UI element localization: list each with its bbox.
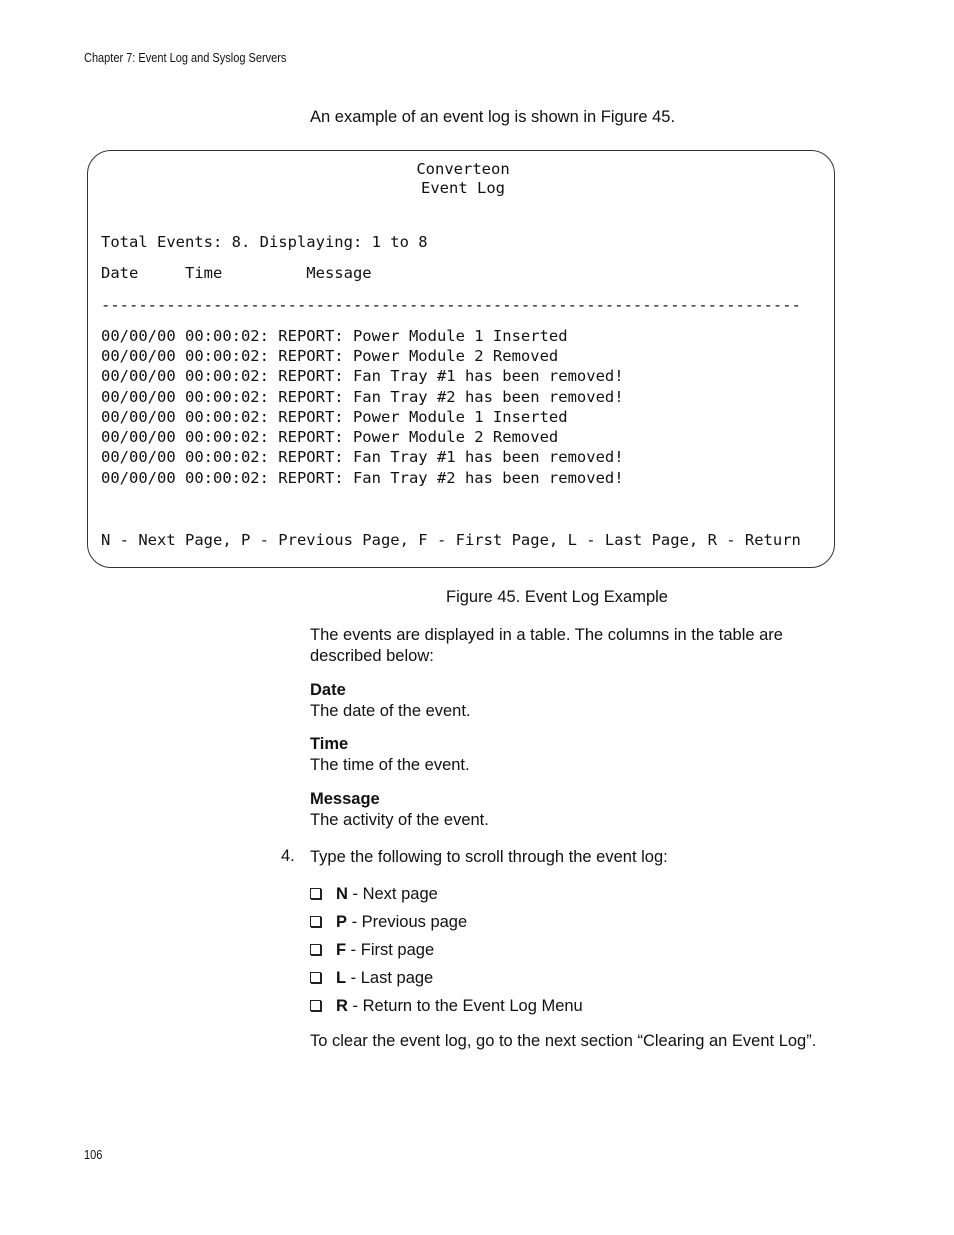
- log-row: 00/00/00 00:00:02: REPORT: Fan Tray #1 has been removed!: [101, 367, 624, 385]
- step-text: Type the following to scroll through the event log:: [310, 848, 668, 866]
- key-letter: F: [336, 941, 347, 959]
- event-log-terminal: [87, 150, 835, 568]
- log-row: 00/00/00 00:00:02: REPORT: Power Module 1 Inserted: [101, 408, 568, 426]
- checkbox-bullet-icon: [310, 1000, 321, 1011]
- list-item: [310, 996, 583, 1024]
- total-events-line: Total Events: 8. Displaying: 1 to 8: [101, 233, 428, 251]
- key-list: [310, 884, 583, 1024]
- log-row: 00/00/00 00:00:02: REPORT: Fan Tray #2 has been removed!: [101, 469, 624, 487]
- key-letter: L: [336, 969, 347, 987]
- key-description: - Return to the Event Log Menu: [347, 997, 583, 1015]
- running-header: Chapter 7: Event Log and Syslog Servers: [84, 51, 287, 65]
- definition-message: [310, 789, 830, 831]
- definition-text: The date of the event.: [310, 702, 471, 720]
- definition-text: The activity of the event.: [310, 811, 489, 829]
- log-row: 00/00/00 00:00:02: REPORT: Fan Tray #1 has been removed!: [101, 448, 624, 466]
- list-item: [310, 968, 583, 996]
- separator-line: ---------------------------------------------------------------------------: [101, 296, 801, 314]
- definition-term: Date: [310, 681, 346, 699]
- navigation-footer-line: N - Next Page, P - Previous Page, F - First Page, L - Last Page, R - Return: [101, 531, 801, 549]
- definition-term: Time: [310, 735, 349, 753]
- terminal-title-line2: Event Log: [421, 179, 505, 197]
- list-item: [310, 940, 583, 968]
- log-row: 00/00/00 00:00:02: REPORT: Power Module 1 Inserted: [101, 327, 568, 345]
- key-description: - Last page: [346, 969, 434, 987]
- intro-paragraph: An example of an event log is shown in Figure 45.: [310, 108, 676, 126]
- log-row: 00/00/00 00:00:02: REPORT: Power Module 2 Removed: [101, 347, 559, 365]
- list-item: [310, 884, 583, 912]
- log-row: 00/00/00 00:00:02: REPORT: Power Module 2 Removed: [101, 428, 559, 446]
- key-description: - First page: [346, 941, 435, 959]
- key-letter: P: [336, 913, 348, 931]
- checkbox-bullet-icon: [310, 972, 321, 983]
- key-description: - Next page: [347, 885, 438, 903]
- log-row: 00/00/00 00:00:02: REPORT: Fan Tray #2 has been removed!: [101, 388, 624, 406]
- checkbox-bullet-icon: [310, 944, 321, 955]
- definition-term: Message: [310, 790, 380, 808]
- list-item: [310, 912, 583, 940]
- page-number: 106: [84, 1148, 103, 1162]
- definition-date: [310, 680, 830, 722]
- key-letter: N: [336, 885, 348, 903]
- key-description: - Previous page: [347, 913, 468, 931]
- definition-time: [310, 734, 830, 776]
- step-number: 4.: [281, 847, 295, 865]
- checkbox-bullet-icon: [310, 888, 321, 899]
- definition-text: The time of the event.: [310, 756, 470, 774]
- terminal-title-line1: Converteon: [416, 160, 510, 178]
- column-headers-line: Date Time Message: [101, 264, 372, 282]
- description-paragraph: The events are displayed in a table. The columns in the table are described below:: [310, 626, 783, 665]
- key-letter: R: [336, 997, 348, 1015]
- figure-caption: Figure 45. Event Log Example: [446, 588, 668, 606]
- closing-paragraph: To clear the event log, go to the next section “Clearing an Event Log”.: [310, 1032, 817, 1050]
- checkbox-bullet-icon: [310, 916, 321, 927]
